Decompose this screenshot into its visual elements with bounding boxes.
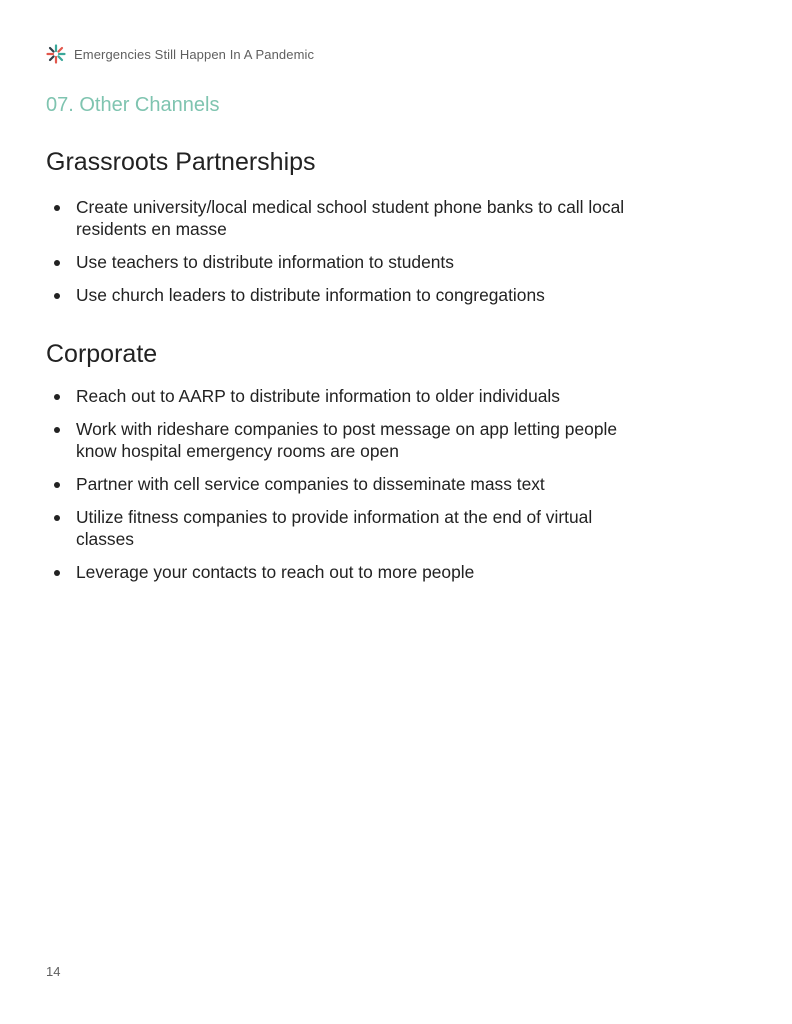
list-item [46, 473, 626, 495]
grassroots-list [46, 196, 626, 317]
bullet-icon [54, 482, 60, 488]
list-item [46, 251, 626, 273]
page-number: 14 [46, 964, 61, 979]
list-item [46, 506, 626, 550]
bullet-icon [54, 205, 60, 211]
list-item-text: Reach out to AARP to distribute information to older individuals [76, 386, 560, 406]
bullet-icon [54, 394, 60, 400]
grassroots-heading: Grassroots Partnerships [46, 148, 316, 176]
list-item-text: Create university/local medical school student phone banks to call local residents en masse [76, 197, 625, 239]
list-item-text: Partner with cell service companies to disseminate mass text [76, 474, 545, 494]
list-item [46, 284, 626, 306]
bullet-icon [54, 260, 60, 266]
document-header [46, 44, 314, 64]
bullet-icon [54, 515, 60, 521]
starburst-logo-icon [46, 44, 66, 64]
bullet-icon [54, 427, 60, 433]
corporate-list [46, 385, 626, 594]
list-item [46, 561, 626, 583]
list-item-text: Use teachers to distribute information to students [76, 252, 454, 272]
list-item-text: Leverage your contacts to reach out to more people [76, 562, 475, 582]
list-item-text: Work with rideshare companies to post message on app letting people know hospital emergency rooms are open [76, 419, 618, 461]
list-item [46, 196, 626, 240]
section-label: 07. Other Channels [46, 94, 220, 116]
list-item [46, 385, 626, 407]
list-item-text: Use church leaders to distribute information to congregations [76, 285, 545, 305]
document-title: Emergencies Still Happen In A Pandemic [74, 46, 315, 62]
bullet-icon [54, 293, 60, 299]
list-item-text: Utilize fitness companies to provide information at the end of virtual classes [76, 507, 593, 549]
corporate-heading: Corporate [46, 340, 158, 368]
bullet-icon [54, 570, 60, 576]
list-item [46, 418, 626, 462]
